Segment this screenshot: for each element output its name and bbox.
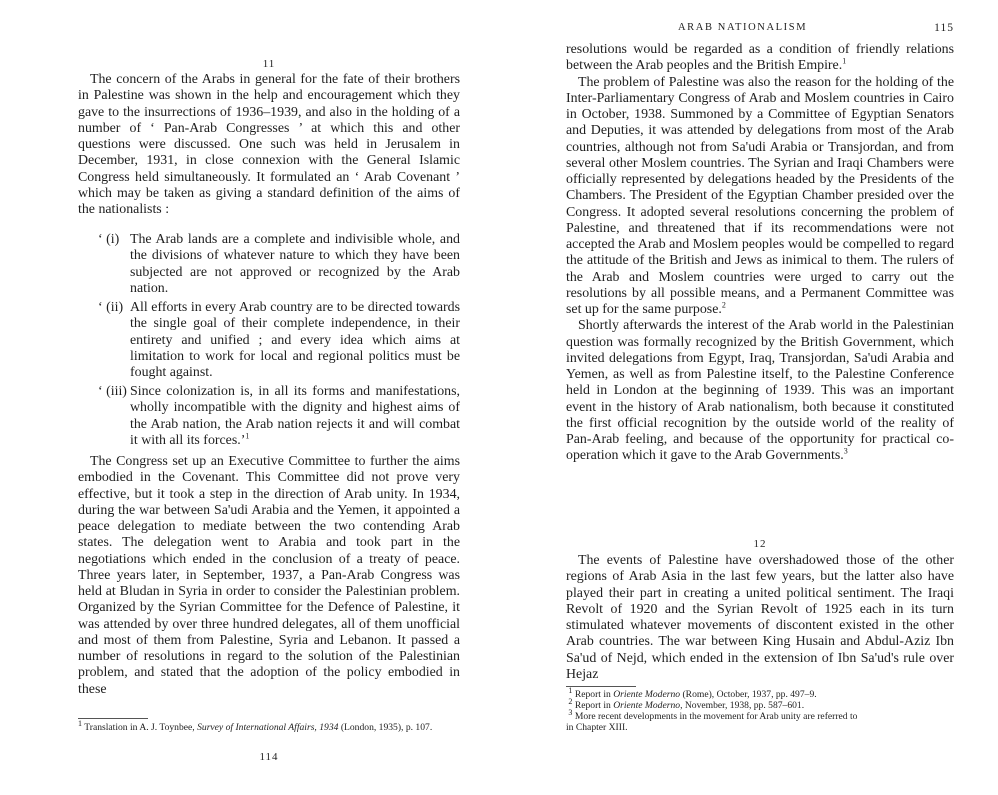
body-text-block: [566, 42, 954, 465]
footnote-text: , November, 1938, pp. 587–601.: [680, 700, 805, 711]
body-paragraph: The Congress set up an Executive Committee to further the aims embodied in the Covenant. This Committee did not prove very effective, but it took a step in the direction of Arab unity. In 1934, during the war between Sa'udi Arabia and the Yemen, it appointed a peace delegation to mediate between the two contending Arab states. The delegation went to Arabia and took part in the negotiations which ended in the conclusion of a treaty of peace. Three years later, in September, 1937, a Pan-Arab Congress was held at Bludan in Syria in order to consider the Palestinian problem. Organized by the Syrian Committee for the Defence of Palestine, it was attended by over three hundred delegates, all of them unofficial and most of them from Palestine, Syria and Lebanon. It passed a number of resolutions in regard to the solution of the Palestinian problem, and stated that the adoption of the policy embodied in these: [78, 454, 460, 697]
body-paragraph: The events of Palestine have overshadowed those of the other regions of Arab Asia in the last few years, but the latter also have played their part in creating a united political sentiment. The Iraqi Revolt of 1920 and the Syrian Revolt of 1925 each in its turn stimulated whatever movements of discontent existed in the other Arab countries. The war between King Husain and Abdul-Aziz Ibn Sa'ud of Nejd, which ended in the extension of Ibn Sa'ud's rule over Hejaz: [566, 553, 954, 682]
covenant-article-text: The Arab lands are a complete and indivisible whole, and the divisions of whatever nature to which they have been subjected are not approved or recognized by the Arab nation.: [130, 232, 460, 296]
footnote-text: More recent developments in the movement for Arab unity are referred to: [574, 711, 858, 722]
covenant-article-text-wrap: [130, 384, 460, 449]
footnote-title: Survey of International Affairs, 1934: [197, 722, 339, 733]
covenant-article-label: ‘ (ii): [98, 300, 124, 315]
covenant-article-label: ‘ (iii): [98, 384, 127, 399]
footnote-text: Report in: [574, 689, 614, 700]
footnote-ref: 1: [245, 431, 250, 441]
footnote-marker: 1: [78, 718, 82, 728]
covenant-article: [78, 232, 460, 297]
footnote-marker: 2: [568, 696, 573, 706]
footnote-marker: 1: [568, 685, 573, 695]
covenant-article-label: ‘ (i): [98, 232, 120, 247]
footnote-ref: 1: [842, 56, 847, 66]
footnote-rule: [566, 686, 636, 687]
footnote: [566, 696, 954, 711]
section-number: 11: [262, 58, 276, 70]
footnote-rule: [78, 718, 148, 719]
body-text: Shortly afterwards the interest of the Arab world in the Palestinian question was formally recognized by the British Government, which invited delegations from Egypt, Iraq, Transjordan, Sa'udi Arabia and Yemen, as well as from Palestine itself, to the Palestine Conference held in London at the beginning of 1939. This was an important event in the history of Arab nationalism, both because it constituted the first official recognition by the outside world of the reality of Pan-Arab feeling, and because of the opportunity for practical co-operation which it gave to the Arab Governments.: [566, 318, 954, 464]
body-paragraph: The concern of the Arabs in general for the fate of their brothers in Palestine was shown in the help and encouragement which they gave to the insurrections of 1936–1939, and also in the holding of a number of ‘ Pan-Arab Congresses ’ at which this and other questions were discussed. One such was held in Jerusalem in December, 1931, in close connexion with the General Islamic Congress held simultaneously. It formulated an ‘ Arab Covenant ’ which may be taken as giving a standard definition of the aims of the nationalists :: [78, 72, 460, 217]
body-paragraph: [566, 42, 954, 75]
section-number: 12: [753, 538, 767, 550]
footnote-text: (Rome), October, 1937, pp. 497–9.: [680, 689, 817, 700]
body-text: The problem of Palestine was also the reason for the holding of the Inter-Parliamentary Congress of Arab and Moslem countries in Cairo in October, 1938. Summoned by a Committee of Egyptian Senators and Deputies, it was attended by delegations from most of the Arab countries, although not from Sa'udi Arabia or Transjordan, and from several other Moslem countries. The Syrian and Iraqi Chambers were officially represented by delegations headed by the Presidents of the Chambers. The President of the Egyptian Chamber presided over the Congress. It adopted several resolutions concerning the problem of Palestine, and threatened that if its recommendations were not accepted the Arab and Moslem peoples would be compelled to regard the attitude of the British and Jews as inimical to them. The rulers of the Arab and Moslem countries were urged to carry out the resolutions by all possible means, and a Permanent Committee was set up for the same purpose.: [566, 74, 954, 317]
footnote-title: Oriente Moderno: [613, 700, 681, 711]
footnote-text: Translation in A. J. Toynbee,: [84, 722, 198, 733]
footnote-marker: 3: [568, 707, 573, 717]
footnote: [566, 707, 954, 722]
running-head-title: ARAB NATIONALISM: [678, 22, 808, 33]
covenant-article-text: Since colonization is, in all its forms and manifestations, wholly incompatible with the dignity and highest aims of the Arab nation, the Arab nation rejects it and will combat it with all its forces.’: [130, 384, 460, 448]
body-text: resolutions would be regarded as a condition of friendly relations between the Arab peoples and the British Empire.: [566, 42, 954, 74]
covenant-article-text: All efforts in every Arab country are to be directed towards the single goal of their complete independence, in their entirety and unified ; and every idea which aims at limitation to work for local and regional politics must be fought against.: [130, 300, 460, 380]
page-number: 114: [259, 751, 279, 763]
footnote-text: Report in: [574, 700, 614, 711]
covenant-article: [78, 300, 460, 381]
covenant-article: [78, 384, 460, 449]
footnote-title: Oriente Moderno: [613, 689, 681, 700]
body-paragraph: [566, 75, 954, 319]
footnote-text: (London, 1935), p. 107.: [338, 722, 433, 733]
footnote-ref: 2: [721, 300, 726, 310]
body-paragraph: [566, 318, 954, 464]
footnote: [566, 685, 954, 700]
footnote-continuation: in Chapter XIII.: [566, 722, 628, 733]
footnotes: [566, 685, 954, 733]
footnote-ref: 3: [843, 446, 848, 456]
page-number: 115: [934, 22, 954, 34]
footnote: [78, 718, 460, 733]
